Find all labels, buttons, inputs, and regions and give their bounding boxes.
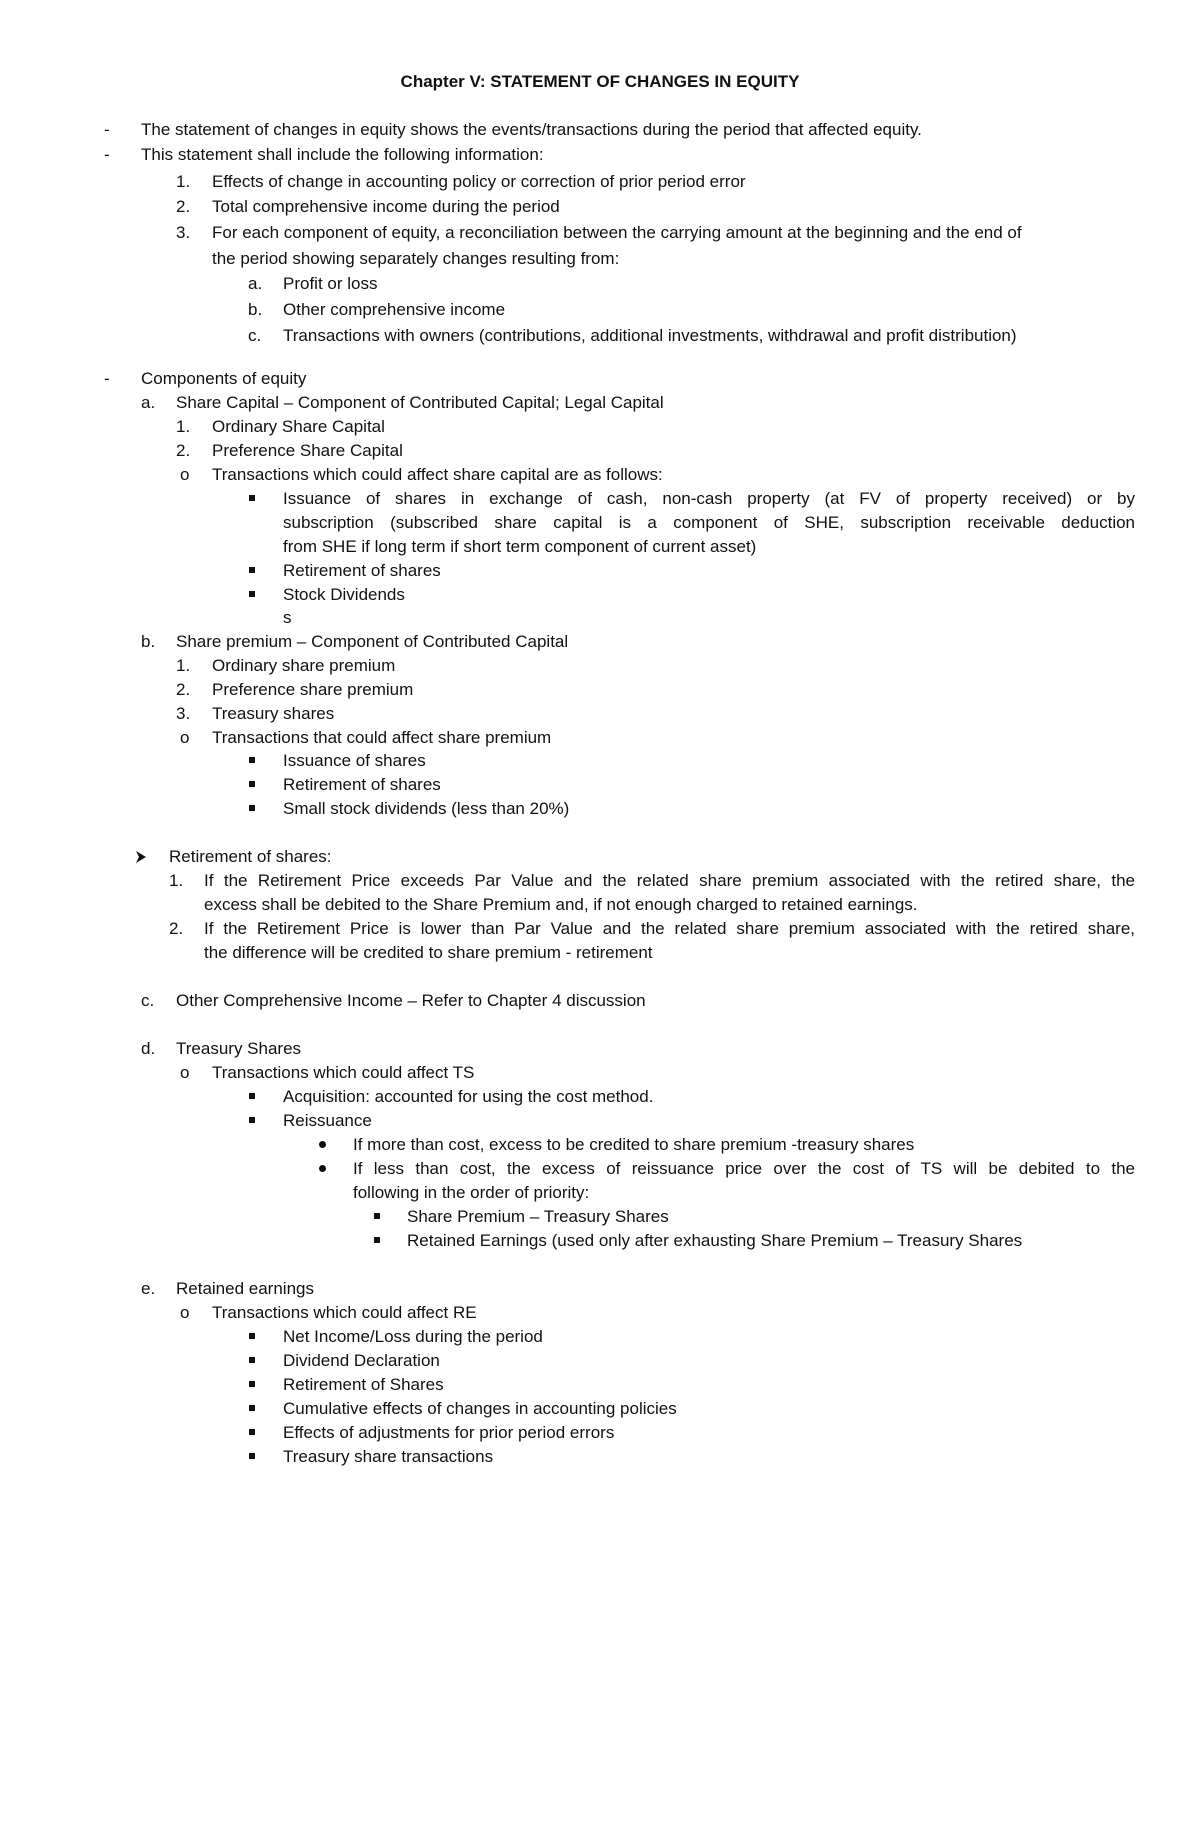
oci-heading: Other Comprehensive Income – Refer to Chapter 4 discussion	[176, 991, 646, 1010]
retained-earnings-transactions-heading: Transactions which could affect RE	[212, 1303, 477, 1322]
issuance-line: Issuance of shares in exchange of cash, non-cash property (at FV of property received) or by	[283, 489, 1135, 508]
dash-marker: -	[104, 145, 110, 164]
chevron-right-icon	[134, 850, 148, 864]
info-item: Effects of change in accounting policy or correction of prior period error	[212, 172, 746, 191]
info-item: For each component of equity, a reconciliation between the carrying amount at the beginning and the end of	[212, 223, 1022, 242]
retained-earnings-transaction: Cumulative effects of changes in accounting policies	[283, 1399, 677, 1418]
retained-earnings-heading: Retained earnings	[176, 1279, 314, 1298]
square-bullet-icon	[374, 1213, 380, 1219]
retained-earnings-transaction: Dividend Declaration	[283, 1351, 440, 1370]
change-item: Other comprehensive income	[283, 300, 506, 319]
share-capital-item: Preference Share Capital	[212, 441, 403, 460]
letter-marker: c.	[141, 991, 155, 1010]
info-item: Total comprehensive income during the period	[212, 197, 560, 216]
priority-item: Retained Earnings (used only after exhausting Share Premium – Treasury Shares	[407, 1231, 1023, 1250]
treasury-transaction: Acquisition: accounted for using the cost method.	[283, 1087, 654, 1106]
change-item: Transactions with owners (contributions, additional investments, withdrawal and profit distribution)	[283, 326, 1017, 345]
number-marker: 1.	[176, 172, 191, 191]
circle-marker: o	[180, 728, 190, 747]
share-premium-item: Preference share premium	[212, 680, 414, 699]
share-capital-transaction: Stock Dividends	[283, 585, 405, 604]
retirement-note-line: excess shall be debited to the Share Premium and, if not enough charged to retained earnings.	[204, 895, 918, 914]
share-premium-transactions-heading: Transactions that could affect share premium	[212, 728, 552, 747]
priority-item: Share Premium – Treasury Shares	[407, 1207, 669, 1226]
round-bullet-icon	[319, 1165, 326, 1172]
reissuance-rule: following in the order of priority:	[353, 1183, 590, 1202]
square-bullet-icon	[374, 1237, 380, 1243]
circle-marker: o	[180, 1303, 190, 1322]
number-marker: 2.	[169, 919, 184, 938]
number-marker: 1.	[176, 656, 191, 675]
issuance-line: subscription (subscribed share capital is a component of SHE, subscription receivable deduction	[283, 513, 1135, 532]
share-capital-heading: Share Capital – Component of Contributed Capital; Legal Capital	[176, 393, 664, 412]
square-bullet-icon	[249, 1093, 255, 1099]
page-title: Chapter V: STATEMENT OF CHANGES IN EQUITY	[400, 72, 800, 91]
square-bullet-icon	[249, 805, 255, 811]
reissuance-rule: If more than cost, excess to be credited to share premium -treasury shares	[353, 1135, 915, 1154]
letter-marker: b.	[248, 300, 263, 319]
square-bullet-icon	[249, 1333, 255, 1339]
square-bullet-icon	[249, 1429, 255, 1435]
issuance-line: from SHE if long term if short term component of current asset)	[283, 537, 757, 556]
dash-marker: -	[104, 120, 110, 139]
circle-marker: o	[180, 1063, 190, 1082]
square-bullet-icon	[249, 495, 255, 501]
number-marker: 3.	[176, 223, 191, 242]
intro-line-1: The statement of changes in equity shows the events/transactions during the period that affected equity.	[141, 120, 922, 139]
number-marker: 2.	[176, 680, 191, 699]
number-marker: 2.	[176, 441, 191, 460]
share-capital-item: Ordinary Share Capital	[212, 417, 385, 436]
share-premium-item: Ordinary share premium	[212, 656, 396, 675]
reissuance-rule: If less than cost, the excess of reissuance price over the cost of TS will be debited to the	[353, 1159, 1135, 1178]
stray-character: s	[283, 608, 292, 627]
treasury-transaction: Reissuance	[283, 1111, 372, 1130]
retained-earnings-transaction: Retirement of Shares	[283, 1375, 444, 1394]
retained-earnings-transaction: Net Income/Loss during the period	[283, 1327, 543, 1346]
square-bullet-icon	[249, 1357, 255, 1363]
share-capital-transactions-heading: Transactions which could affect share capital are as follows:	[212, 465, 663, 484]
letter-marker: e.	[141, 1279, 156, 1298]
square-bullet-icon	[249, 567, 255, 573]
round-bullet-icon	[319, 1141, 326, 1148]
letter-marker: a.	[248, 274, 263, 293]
retained-earnings-transaction: Treasury share transactions	[283, 1447, 494, 1466]
share-premium-transaction: Issuance of shares	[283, 751, 426, 770]
square-bullet-icon	[249, 1117, 255, 1123]
retained-earnings-transaction: Effects of adjustments for prior period errors	[283, 1423, 615, 1442]
number-marker: 3.	[176, 704, 191, 723]
share-capital-transaction: Retirement of shares	[283, 561, 441, 580]
square-bullet-icon	[249, 1405, 255, 1411]
intro-line-2: This statement shall include the following information:	[141, 145, 544, 164]
share-premium-item: Treasury shares	[212, 704, 335, 723]
treasury-heading: Treasury Shares	[176, 1039, 302, 1058]
retirement-note-line: If the Retirement Price is lower than Par Value and the related share premium associated with the retired share,	[204, 919, 1135, 938]
number-marker: 1.	[169, 871, 184, 890]
retirement-note-line: If the Retirement Price exceeds Par Value and the related share premium associated with the retired share, the	[204, 871, 1135, 890]
components-heading: Components of equity	[141, 369, 307, 388]
square-bullet-icon	[249, 1453, 255, 1459]
retirement-note-line: the difference will be credited to share premium - retirement	[204, 943, 653, 962]
letter-marker: c.	[248, 326, 262, 345]
dash-marker: -	[104, 369, 110, 388]
square-bullet-icon	[249, 757, 255, 763]
retirement-note-heading: Retirement of shares:	[169, 847, 332, 866]
square-bullet-icon	[249, 781, 255, 787]
share-premium-transaction: Retirement of shares	[283, 775, 441, 794]
info-item-continuation: the period showing separately changes resulting from:	[212, 249, 620, 268]
share-premium-heading: Share premium – Component of Contributed Capital	[176, 632, 569, 651]
letter-marker: b.	[141, 632, 156, 651]
change-item: Profit or loss	[283, 274, 378, 293]
share-premium-transaction: Small stock dividends (less than 20%)	[283, 799, 570, 818]
letter-marker: a.	[141, 393, 156, 412]
treasury-transactions-heading: Transactions which could affect TS	[212, 1063, 475, 1082]
number-marker: 1.	[176, 417, 191, 436]
number-marker: 2.	[176, 197, 191, 216]
circle-marker: o	[180, 465, 190, 484]
square-bullet-icon	[249, 1381, 255, 1387]
square-bullet-icon	[249, 591, 255, 597]
letter-marker: d.	[141, 1039, 156, 1058]
